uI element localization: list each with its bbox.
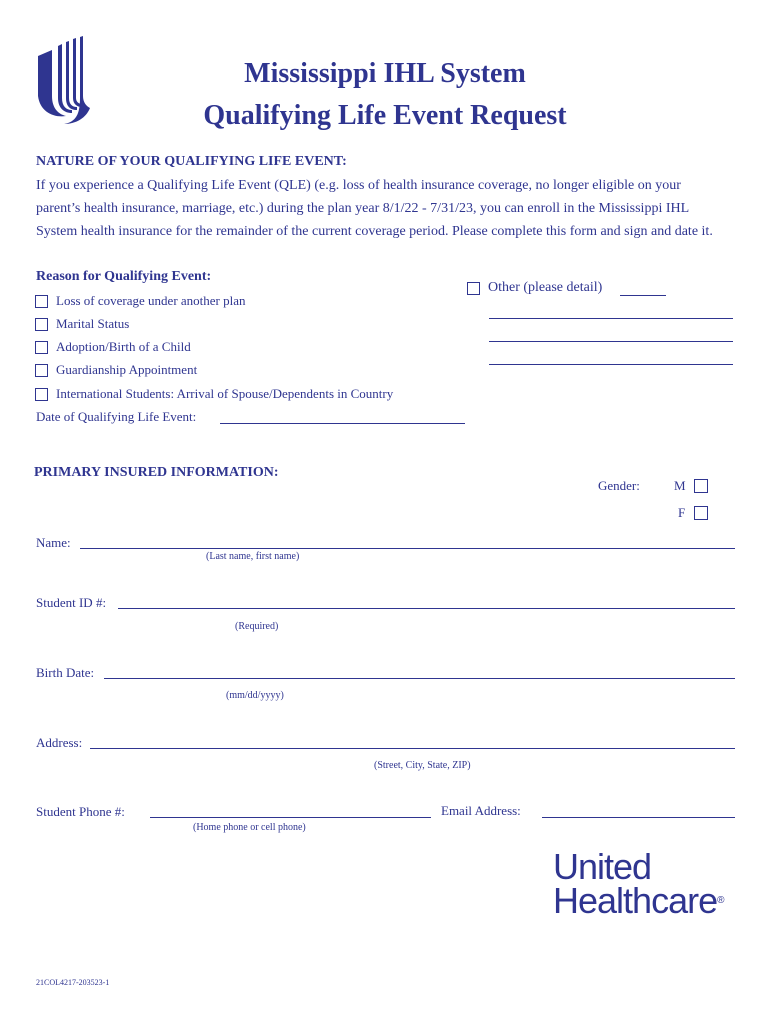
other-detail-field-3[interactable]	[489, 341, 733, 342]
gender-f-label: F	[678, 505, 686, 520]
address-hint: (Street, City, State, ZIP)	[374, 760, 471, 771]
nature-paragraph-line2: parent’s health insurance, marriage, etc.) during the plan year 8/1/22 - 7/31/23, you can enroll in the Mississippi IHL	[36, 201, 690, 216]
form-code: 21COL4217-203523-1	[36, 978, 110, 987]
birth-date-label: Birth Date:	[36, 665, 95, 680]
student-phone-field[interactable]	[150, 817, 431, 818]
address-field[interactable]	[90, 748, 735, 749]
address-label: Address:	[36, 735, 83, 750]
birth-date-field[interactable]	[104, 678, 735, 679]
reason-option-label: Loss of coverage under another plan	[56, 293, 246, 308]
gender-label: Gender:	[598, 478, 640, 493]
student-phone-label: Student Phone #:	[36, 804, 125, 819]
other-detail-field-4[interactable]	[489, 364, 733, 365]
reason-other-checkbox[interactable]	[467, 282, 480, 295]
email-label: Email Address:	[441, 803, 521, 818]
registered-mark: ®	[717, 895, 725, 906]
nature-heading: NATURE OF YOUR QUALIFYING LIFE EVENT:	[36, 154, 347, 169]
gender-f-checkbox[interactable]	[694, 506, 708, 520]
qle-date-field[interactable]	[220, 423, 465, 424]
other-detail-field-2[interactable]	[489, 318, 733, 319]
brand-line1: United	[553, 846, 652, 887]
qle-date-label: Date of Qualifying Life Event:	[36, 409, 197, 424]
nature-paragraph-line1: If you experience a Qualifying Life Event (QLE) (e.g. loss of health insurance coverage, no longer eligible on your	[36, 178, 681, 193]
form-title-line1: Mississippi IHL System	[244, 58, 526, 89]
brand-line2	[553, 880, 725, 921]
reason-option-label: Marital Status	[56, 316, 130, 331]
reason-international-students-checkbox[interactable]	[35, 388, 48, 401]
nature-paragraph-line3: System health insurance for the remainder of the current coverage period. Please complete this form and sign and date it.	[36, 224, 713, 239]
reason-other-label: Other (please detail)	[488, 280, 603, 295]
reason-adoption-birth-checkbox[interactable]	[35, 341, 48, 354]
brand-line2-text: Healthcare	[553, 880, 718, 921]
birth-date-hint: (mm/dd/yyyy)	[226, 690, 284, 701]
student-id-hint: (Required)	[235, 621, 279, 632]
reason-option-label: Adoption/Birth of a Child	[56, 339, 191, 354]
nature-paragraph	[36, 174, 756, 243]
unitedhealthcare-logo	[553, 846, 725, 921]
reason-loss-of-coverage-checkbox[interactable]	[35, 295, 48, 308]
name-field[interactable]	[80, 548, 735, 549]
reason-heading: Reason for Qualifying Event:	[36, 269, 212, 284]
name-hint: (Last name, first name)	[206, 551, 300, 562]
form-title-line2: Qualifying Life Event Request	[203, 100, 567, 131]
email-field[interactable]	[542, 817, 735, 818]
student-phone-hint: (Home phone or cell phone)	[193, 822, 306, 833]
name-label: Name:	[36, 535, 71, 550]
gender-m-label: M	[674, 478, 686, 493]
student-id-field[interactable]	[118, 608, 735, 609]
reason-option-label: International Students: Arrival of Spouse/Dependents in Country	[56, 386, 394, 401]
reason-marital-status-checkbox[interactable]	[35, 318, 48, 331]
other-detail-field-1[interactable]	[620, 295, 666, 296]
student-id-label: Student ID #:	[36, 595, 107, 610]
reason-option-label: Guardianship Appointment	[56, 362, 198, 377]
primary-insured-heading: PRIMARY INSURED INFORMATION:	[34, 465, 279, 480]
reason-guardianship-checkbox[interactable]	[35, 364, 48, 377]
gender-m-checkbox[interactable]	[694, 479, 708, 493]
